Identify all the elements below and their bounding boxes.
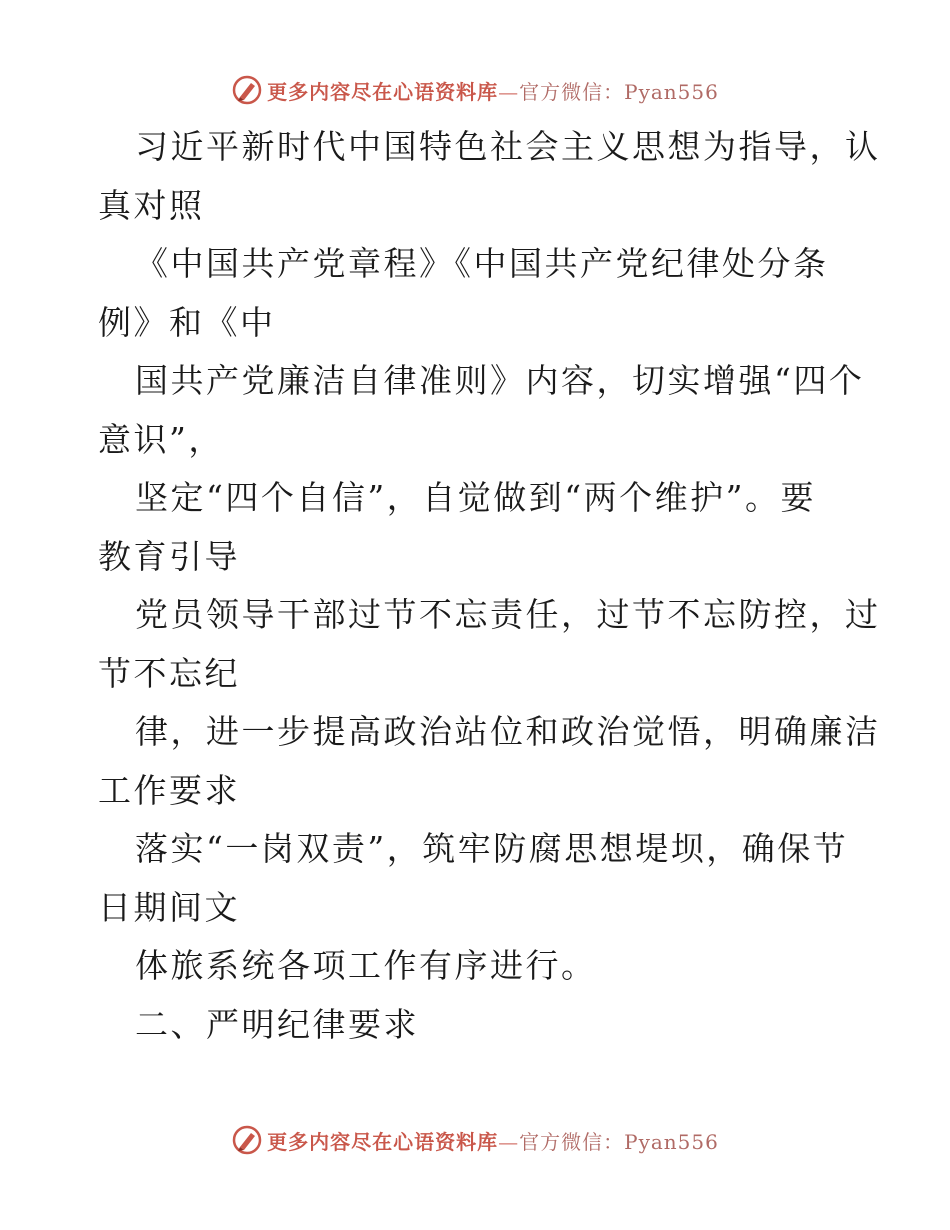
line-text: 坚定“四个自信”，自觉做到“两个维护”。要 <box>135 478 816 517</box>
heading-text: 二、严明纪律要求 <box>135 1004 419 1044</box>
line-text: 国共产党廉洁自律准则》内容，切实增强“四个 <box>135 361 865 400</box>
line-text: 党员领导干部过节不忘责任，过节不忘防控，过 <box>135 595 881 634</box>
watermark-text <box>267 76 719 105</box>
watermark-separator: — <box>498 1129 520 1154</box>
paragraph <box>98 586 881 703</box>
paragraph <box>98 469 858 586</box>
watermark-contact: 官方微信：Pyan556 <box>519 1129 719 1154</box>
document-body <box>98 118 881 1054</box>
pen-logo-icon <box>231 1124 263 1156</box>
pen-logo-icon <box>231 74 263 106</box>
watermark-contact: 官方微信：Pyan556 <box>519 79 719 104</box>
paragraph <box>98 118 881 235</box>
paragraph <box>98 352 865 469</box>
line-text: 节不忘纪 <box>98 653 240 693</box>
line-text: 真对照 <box>98 185 205 225</box>
paragraph <box>98 703 881 820</box>
watermark-footer <box>0 1120 950 1160</box>
line-text: 律，进一步提高政治站位和政治觉悟，明确廉洁 <box>135 712 881 751</box>
line-text: 工作要求 <box>98 770 240 810</box>
section-heading <box>98 996 858 1055</box>
paragraph <box>98 820 858 937</box>
paragraph <box>98 235 858 352</box>
line-text: 《中国共产党章程》《中国共产党纪律处分条 <box>135 244 829 283</box>
watermark-brand: 更多内容尽在心语资料库 <box>267 79 499 104</box>
paragraph <box>98 937 858 996</box>
line-text: 教育引导 <box>98 536 240 576</box>
line-text: 意识”， <box>98 419 224 459</box>
watermark-text <box>267 1126 719 1155</box>
line-text: 体旅系统各项工作有序进行。 <box>135 946 597 985</box>
line-text: 习近平新时代中国特色社会主义思想为指导，认 <box>135 127 881 166</box>
line-text: 落实“一岗双责”，筑牢防腐思想堤坝，确保节 <box>135 829 849 868</box>
line-text: 日期间文 <box>98 887 240 927</box>
watermark-separator: — <box>498 79 520 104</box>
watermark-brand: 更多内容尽在心语资料库 <box>267 1129 499 1154</box>
watermark-header <box>0 70 950 110</box>
line-text: 例》和《中 <box>98 302 276 342</box>
